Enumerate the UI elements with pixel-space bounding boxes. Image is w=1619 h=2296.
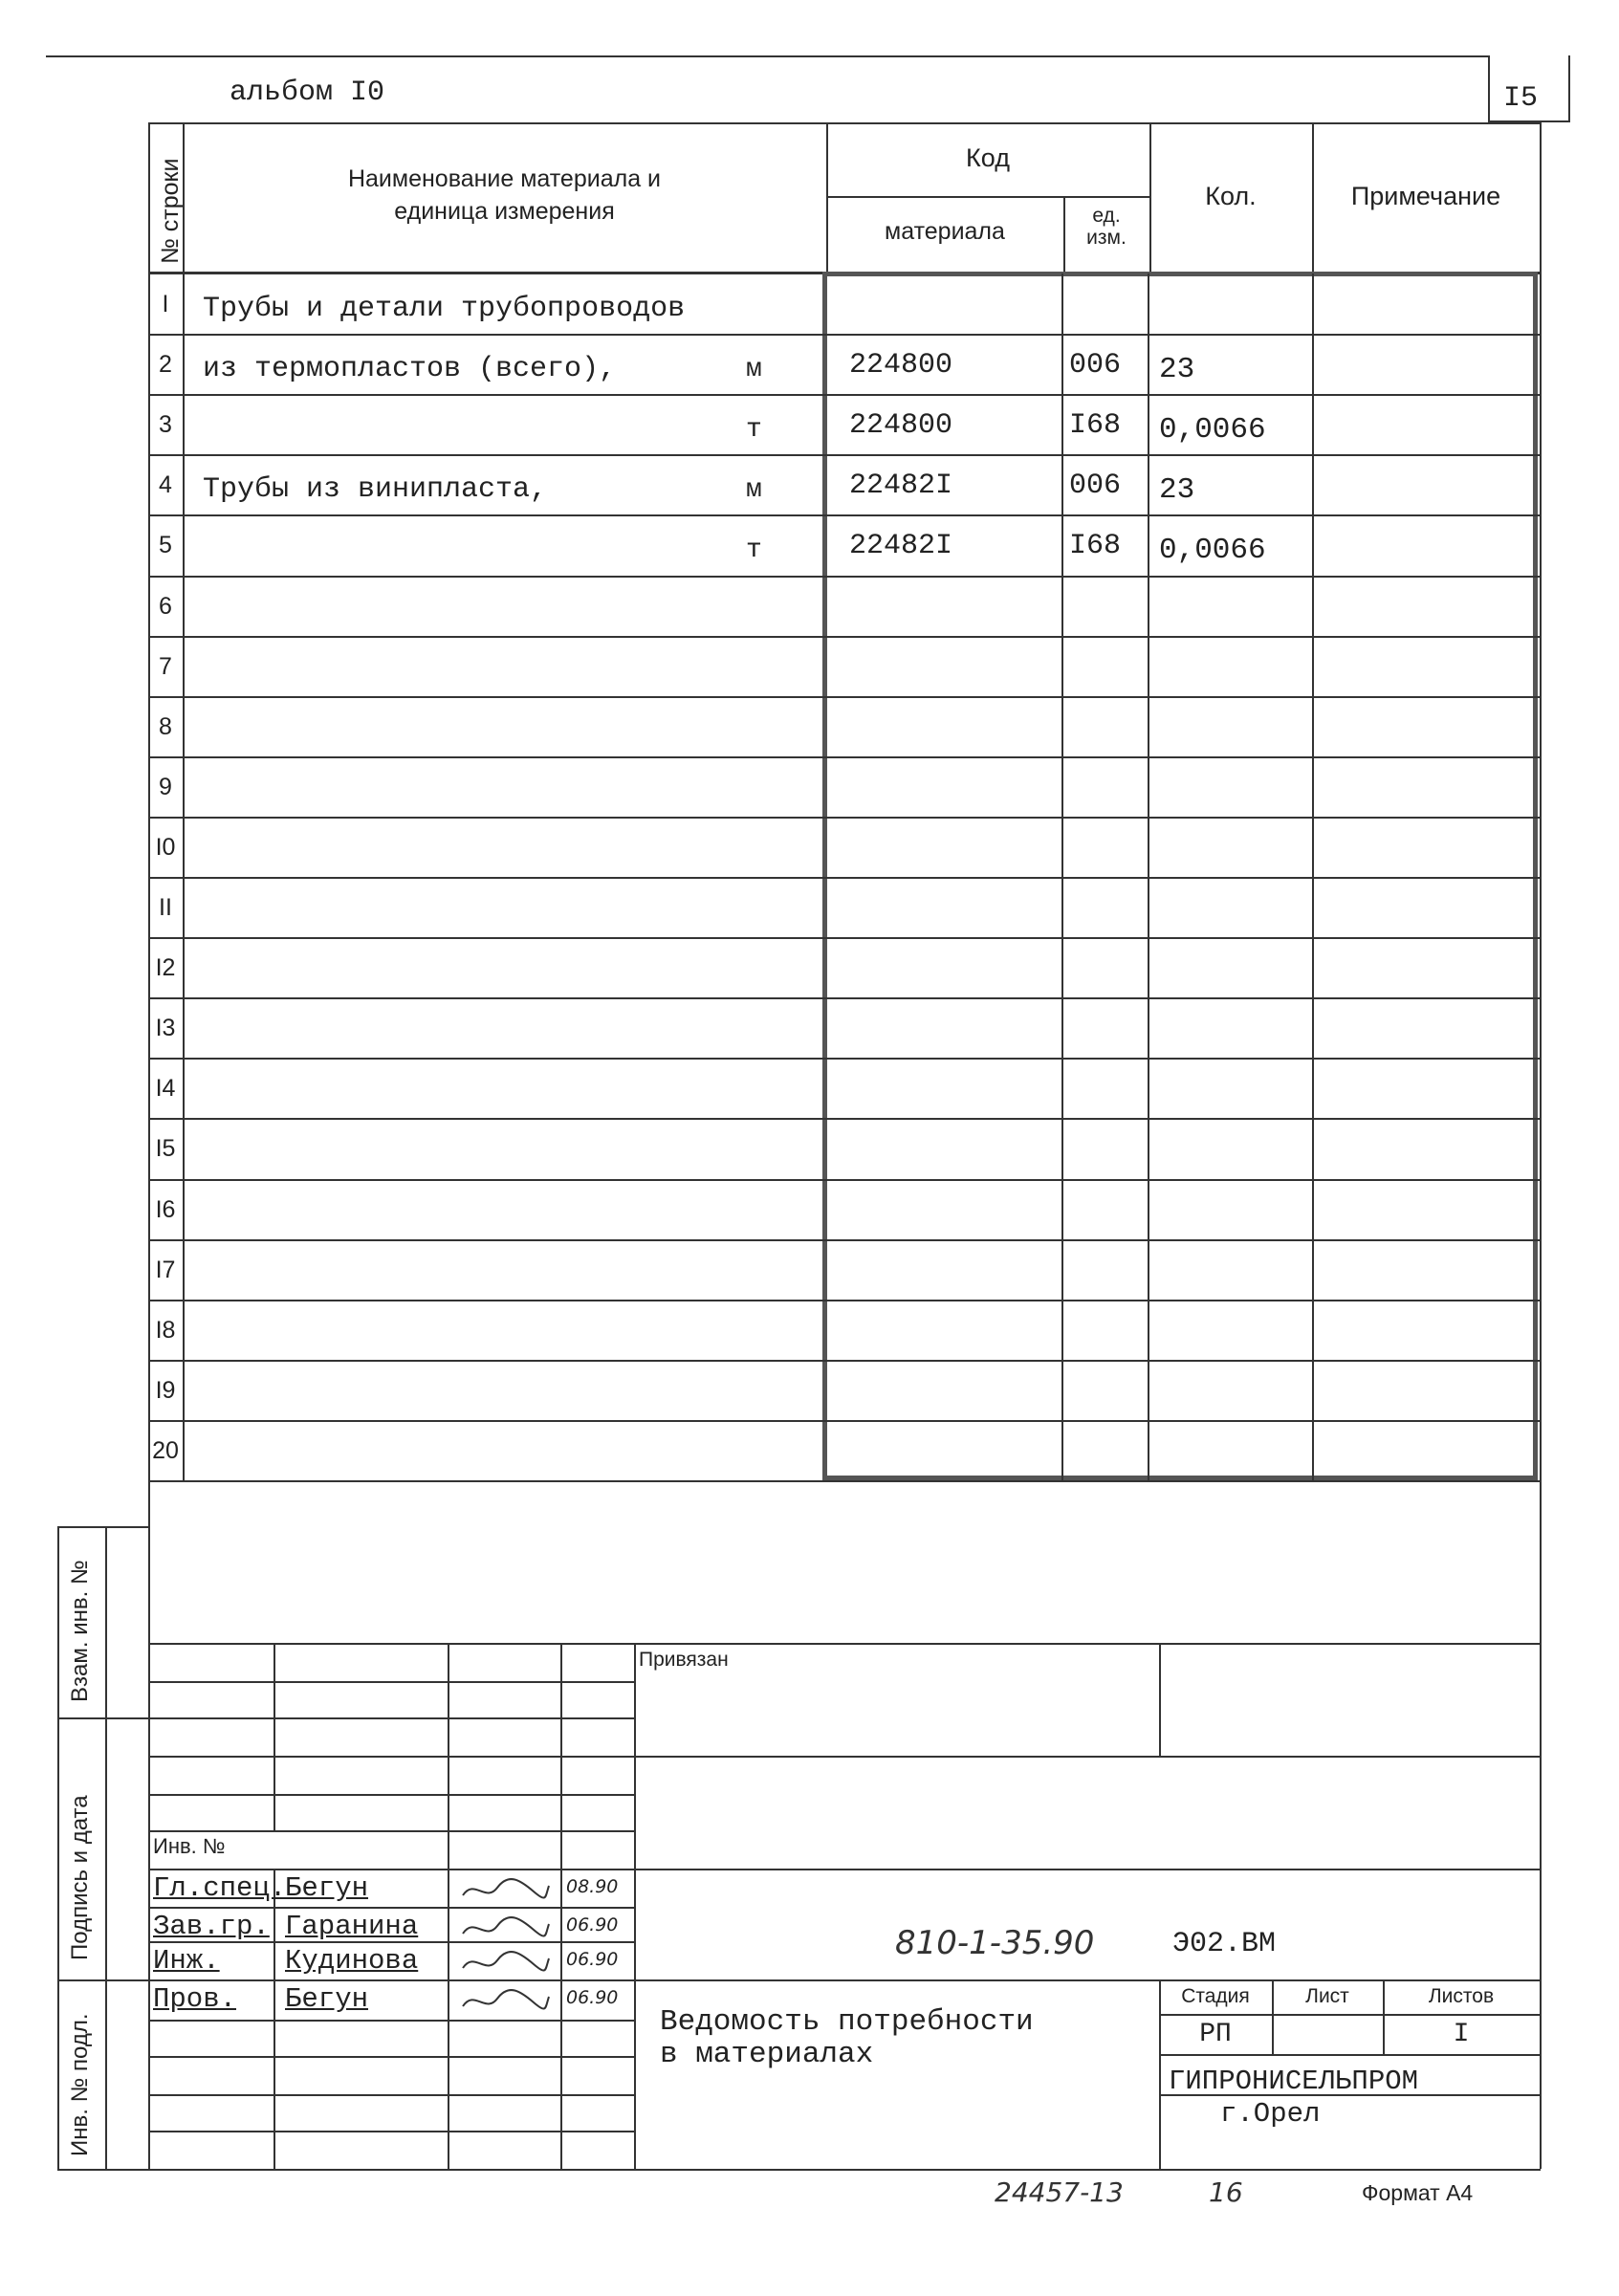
document-title-line2: в материалах	[660, 2038, 874, 2071]
row-number: I5	[155, 1135, 176, 1162]
stage-label: Стадия	[1181, 1985, 1250, 2007]
row-number: 6	[159, 593, 172, 620]
name-header-line2: единица измерения	[394, 198, 615, 225]
row-number: 3	[159, 411, 172, 438]
row-number: II	[159, 894, 172, 921]
quantity: 23	[1159, 353, 1195, 386]
unit: м	[746, 355, 762, 384]
document-title	[660, 2006, 1034, 2071]
row-number: 20	[152, 1437, 179, 1464]
unit: м	[746, 475, 762, 505]
unit: т	[746, 536, 762, 565]
staff-date: 08.90	[566, 1876, 619, 1897]
row-number: 8	[159, 713, 172, 740]
sheets-label: Листов	[1428, 1985, 1495, 2007]
privyazan-label: Привязан	[639, 1649, 729, 1671]
row-number: I8	[155, 1317, 176, 1344]
qty-column-header: Кол.	[1205, 182, 1257, 210]
signature-scribble	[457, 1985, 553, 2018]
unit-code: I68	[1069, 530, 1122, 562]
material-code: 224800	[849, 409, 953, 442]
row-number: I6	[155, 1196, 176, 1223]
row-number: 9	[159, 774, 172, 800]
material-code-header: материала	[885, 218, 1005, 245]
document-title-line1: Ведомость потребности	[660, 2005, 1034, 2039]
code-column-header: Код	[966, 143, 1010, 172]
album-label: альбом I0	[230, 77, 385, 109]
sheets-value: I	[1453, 2020, 1470, 2049]
staff-role: Инж.	[153, 1945, 220, 1977]
signature-scribble	[457, 1874, 553, 1907]
staff-name: Кудинова	[285, 1945, 419, 1977]
name-header-line1: Наименование материала и	[347, 165, 662, 192]
signature-scribble	[457, 1913, 553, 1945]
staff-date: 06.90	[566, 1914, 619, 1935]
unit-code: 006	[1069, 349, 1122, 382]
organization-city: г.Орел	[1220, 2098, 1321, 2130]
name-column-header	[183, 163, 826, 228]
row-number: I0	[155, 834, 176, 861]
material-code: 224800	[849, 349, 953, 382]
quantity: 0,0066	[1159, 413, 1266, 447]
unit-code-header-line1: ед.	[1092, 205, 1121, 227]
row-number: 4	[159, 471, 172, 498]
podpis-data-label: Подпись и дата	[67, 1795, 93, 1960]
row-number: 2	[159, 351, 172, 378]
signature-scribble	[457, 1947, 553, 1979]
material-name: Трубы и детали трубопроводов	[203, 293, 686, 325]
staff-name: Бегун	[285, 1983, 369, 2015]
page-number: 16	[1209, 2176, 1243, 2208]
designation-handwritten: 810-1-35.90	[895, 1924, 1095, 1962]
material-code: 22482I	[849, 470, 953, 502]
inv-no-label: Инв. №	[153, 1834, 226, 1858]
row-number: I9	[155, 1377, 176, 1404]
row-number: I2	[155, 954, 176, 981]
material-name: Трубы из винипласта,	[203, 473, 548, 506]
staff-role: Зав.гр.	[153, 1911, 270, 1942]
staff-name: Бегун	[285, 1872, 369, 1904]
unit-code-header	[1063, 205, 1149, 249]
stage-value: РП	[1199, 2020, 1232, 2049]
vzam-inv-label: Взам. инв. №	[67, 1560, 93, 1702]
sheet-number: I5	[1503, 82, 1539, 115]
row-number: I	[162, 291, 169, 317]
staff-role: Гл.спец.	[153, 1872, 287, 1904]
staff-date: 06.90	[566, 1949, 619, 1970]
material-code: 22482I	[849, 530, 953, 562]
material-name: из термопластов (всего),	[203, 353, 617, 385]
note-column-header: Примечание	[1350, 182, 1501, 210]
designation-code: Э02.ВМ	[1172, 1928, 1277, 1960]
organization	[1169, 2066, 1418, 2131]
staff-role: Пров.	[153, 1983, 237, 2015]
staff-date: 06.90	[566, 1987, 619, 2008]
unit-code: 006	[1069, 470, 1122, 502]
row-number-header: № строки	[157, 158, 184, 264]
row-number: I3	[155, 1015, 176, 1041]
row-number: 7	[159, 653, 172, 680]
quantity: 23	[1159, 473, 1195, 507]
format-label: Формат А4	[1362, 2180, 1474, 2205]
row-number: 5	[159, 532, 172, 558]
unit-code-header-line2: изм.	[1086, 227, 1127, 249]
row-number: I7	[155, 1257, 176, 1283]
unit-code: I68	[1069, 409, 1122, 442]
sheet-label: Лист	[1305, 1985, 1349, 2007]
staff-name: Гаранина	[285, 1911, 419, 1942]
organization-name: ГИПРОНИСЕЛЬПРОМ	[1169, 2066, 1419, 2097]
row-number: I4	[155, 1075, 176, 1102]
archive-number: 24457-13	[995, 2176, 1124, 2208]
inv-podl-label: Инв. № подл.	[67, 2013, 93, 2156]
quantity: 0,0066	[1159, 534, 1266, 567]
unit: т	[746, 415, 762, 445]
